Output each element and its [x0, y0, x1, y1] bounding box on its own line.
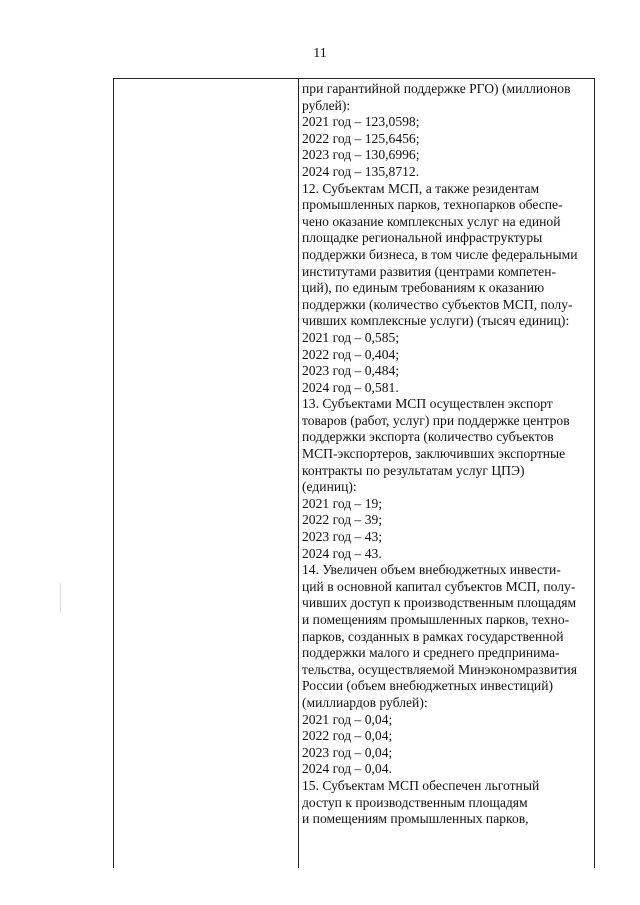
text-line: ций в основной капитал субъектов МСП, полу-: [302, 578, 576, 594]
text-line: 2023 год – 43;: [302, 529, 383, 545]
text-line: 2022 год – 125,6456;: [302, 130, 420, 146]
text-line: 2022 год – 0,04;: [302, 728, 393, 744]
text-line: 2021 год – 0,585;: [302, 329, 400, 345]
text-line: МСП-экспортеров, заключивших экспортные: [302, 446, 566, 462]
document-table: [113, 78, 595, 868]
text-line: поддержки малого и среднего предпринима-: [302, 645, 560, 661]
text-line: 13. Субъектами МСП осуществлен экспорт: [302, 396, 553, 412]
text-line: 14. Увеличен объем внебюджетных инвести-: [302, 562, 561, 578]
text-line: 2024 год – 0,04.: [302, 761, 392, 777]
text-line: поддержки (количество субъектов МСП, полу-: [302, 296, 573, 312]
text-line: 2022 год – 0,404;: [302, 346, 400, 362]
text-line: 2021 год – 0,04;: [302, 711, 393, 727]
text-line: при гарантийной поддержке РГО) (миллионов: [302, 81, 571, 96]
text-line: рублей):: [302, 97, 351, 113]
text-line: 2021 год – 123,0598;: [302, 114, 420, 130]
column-divider: [298, 79, 299, 868]
text-line: доступ к производственным площадям: [302, 794, 528, 810]
text-line: контракты по результатам услуг ЦПЭ): [302, 462, 525, 478]
scan-artifact: [60, 583, 61, 613]
text-line: 2024 год – 43.: [302, 545, 382, 561]
text-line: (единиц):: [302, 479, 357, 495]
text-line: институтами развития (центрами компетен-: [302, 263, 556, 279]
text-line: промышленных парков, технопарков обеспе-: [302, 197, 563, 213]
page-number: 11: [313, 46, 327, 61]
text-line: 2023 год – 130,6996;: [302, 147, 420, 163]
text-line: поддержки экспорта (количество субъектов: [302, 429, 554, 445]
text-line: площадке региональной инфраструктуры: [302, 230, 543, 246]
text-line: чивших доступ к производственным площадям: [302, 595, 577, 611]
text-line: тельства, осуществляемой Минэкономразвития: [302, 661, 577, 677]
text-line: 2023 год – 0,04;: [302, 744, 393, 760]
text-line: 2021 год – 19;: [302, 495, 383, 511]
text-line: и помещениям промышленных парков, техно-: [302, 612, 570, 627]
text-line: России (объем внебюджетных инвестиций): [302, 678, 554, 694]
text-line: 2024 год – 0,581.: [302, 379, 399, 395]
text-line: ций), по единым требованиям к оказанию: [302, 280, 545, 296]
text-line: 15. Субъектам МСП обеспечен льготный: [302, 777, 540, 793]
text-line: парков, созданных в рамках государственной: [302, 628, 564, 644]
text-line: товаров (работ, услуг) при поддержке центров: [302, 412, 570, 428]
table-right-cell: [302, 81, 592, 828]
text-line: 2023 год – 0,484;: [302, 363, 400, 379]
text-line: 2024 год – 135,8712.: [302, 163, 420, 179]
text-line: чено оказание комплексных услуг на единой: [302, 213, 561, 229]
text-line: 12. Субъектам МСП, а также резидентам: [302, 180, 540, 196]
text-line: (миллиардов рублей):: [302, 694, 428, 710]
text-line: чивших комплексные услуги) (тысяч единиц):: [302, 313, 570, 329]
text-line: и помещениям промышленных парков,: [302, 811, 529, 827]
text-line: поддержки бизнеса, в том числе федеральными: [302, 246, 578, 262]
text-line: 2022 год – 39;: [302, 512, 383, 528]
